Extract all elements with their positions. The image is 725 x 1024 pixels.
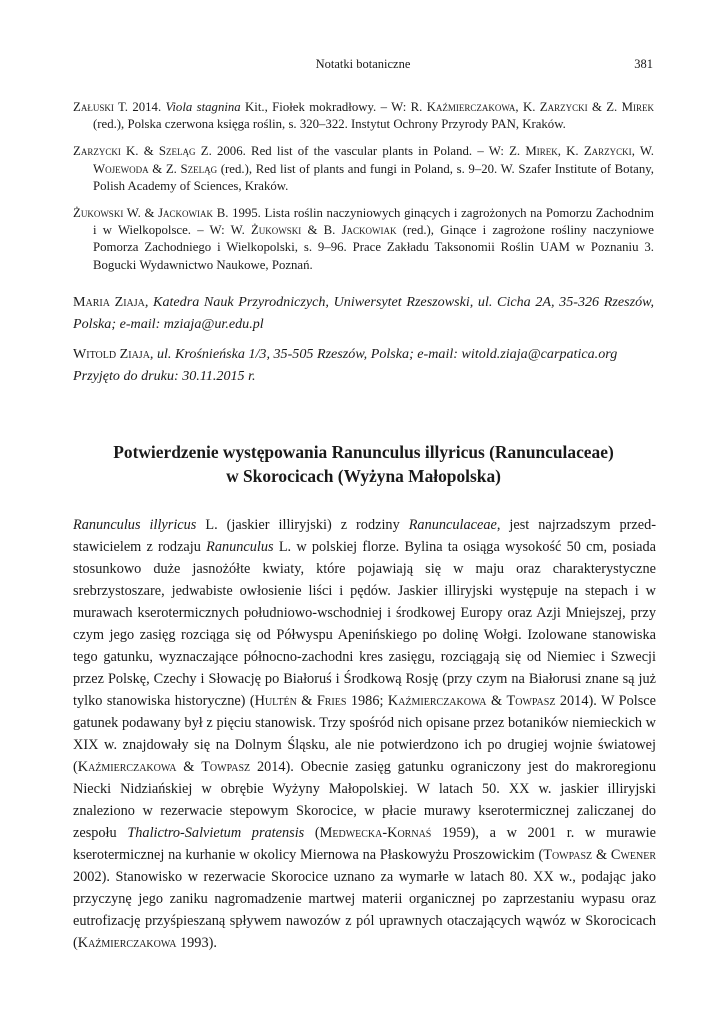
reference-zaluski: Załuski T. 2014. Viola stagnina Kit., Fiołek mokradłowy. – W: R. Kaźmierczakowa, K. Zarzycki & Z. Mirek (red.), Polska czerwona księga roślin, s. 320–322. Instytut Ochrony Przyrody PAN, Kraków. [73,100,654,132]
species-name: Viola stagnina [165,100,241,114]
author-witold-ziaja: Witold Ziaja, ul. Krośnieńska 1/3, 35-505 Rzeszów, Polska; e-mail: witold.ziaja@carpatica.org [73,346,618,362]
page-number: 381 [634,57,653,71]
article-body: Ranunculus illyricus L. (jaskier illiryjski) z rodziny Ranunculaceae, jest najrzadszym przedstawicielem z rodzaju Ranunculus L. w polskiej florze. Bylina ta osiąga wysokość 50 cm, posiada stosunkowo duże jasnożółte kwiaty, które pojawiają się w maju oraz charakterystyczne srebrzystoszare, jedwabiste owłosienie liści i pędów. Jaskier illiryjski występuje na stepach i w murawach kserotermicznych południowo-wschodniej i środkowej Europy oraz Azji Mniejszej, przy czym jego zasięg rozciąga się od Półwyspu Apenińskiego po dolinę Wołgi. Izolowane stanowiska tego gatunku, wyznaczające północno-zachodni kres zasięgu, rozciągają się od Niemiec i Szwecji przez Polskę, Czechy i Słowację po Białoruś i Środkową Rosję (przy czym na Białorusi znane są już tylko stanowiska historyczne) (Hultén & Fries 1986; Kaźmierczakowa & Towpasz 2014). W Polsce gatunek podawany był z pięciu stanowisk. Trzy spośród nich opisane przez botaników niemieckich w XIX w. znajdowały się na Dolnym Śląsku, ale nie potwierdzono ich po drugiej wojnie światowej (Kaźmierczakowa & Towpasz 2014). Obecnie zasięg gatunku ograniczony jest do makroregionu Niecki Nidziańskiej w obrębie Wyżyny Małopolskiej. W latach 50. XX w. jaskier illiryjski znaleziono w rezerwacie stepowym Skorocice, w płacie murawy kserotermicznej zaliczanej do zespołu Thalictro-Salvietum pratensis (Medwecka-Kornaś 1959), a w 2001 r. w murawie kserotermicznej na kurhanie w okolicy Miernowa na Płaskowyżu Proszowickim (Towpasz & Cwener 2002). Stanowisko w rezerwacie Skorocice uznano za wymarłe w latach 80. XX w., podając jako przyczynę jego zaniku nagromadzenie martwej materii organicznej po zaprzestaniu wypasu oraz eutrofizację przyśpieszaną spływem nawozów z pól uprawnych otaczających wąwóz w Skorocicach (Kaźmierczakowa 1993). [73,517,657,951]
reference-zukowski: Żukowski W. & Jackowiak B. 1995. Lista roślin naczyniowych ginących i zagrożonych na Pomorzu Zachodnim i w Wielkopolsce. – W: W. Żukowski & B. Jackowiak (red.), Ginące i zagrożone rośliny naczyniowe Pomorza Zachodniego i Wielkopolski, s. 9–96. Prace Zakładu Taksonomii Roślin UAM w Poznaniu 3. Bogucki Wydawnictwo Naukowe, Poznań. [73,206,654,272]
article-title-line-2: w Skorocicach (Wyżyna Małopolska) [226,466,501,486]
reference-list [73,99,654,284]
article-title [73,440,654,488]
article-title-line-1: Potwierdzenie występowania Ranunculus illyricus (Ranunculaceae) [113,442,614,462]
author-affiliations [73,291,654,373]
running-title: Notatki botaniczne [315,57,411,71]
reference-zarzycki: Zarzycki K. & Szeląg Z. 2006. Red list of the vascular plants in Poland. – W: Z. Mirek, K. Zarzycki, W. Wojewoda & Z. Szeląg (red.), Red list of plants and fungi in Poland, s. 9–20. W. Szafer Institute of Botany, Polish Academy of Sciences, Kraków. [73,144,654,193]
author-maria-ziaja: Maria Ziaja, Katedra Nauk Przyrodniczych, Uniwersytet Rzeszowski, ul. Cicha 2A, 35-326 Rzeszów, Polska; e-mail: mziaja@ur.edu.pl [73,294,654,332]
page-header [73,57,653,75]
accepted-date: Przyjęto do druku: 30.11.2015 r. [73,368,256,384]
ref-author: Załuski [73,100,114,114]
